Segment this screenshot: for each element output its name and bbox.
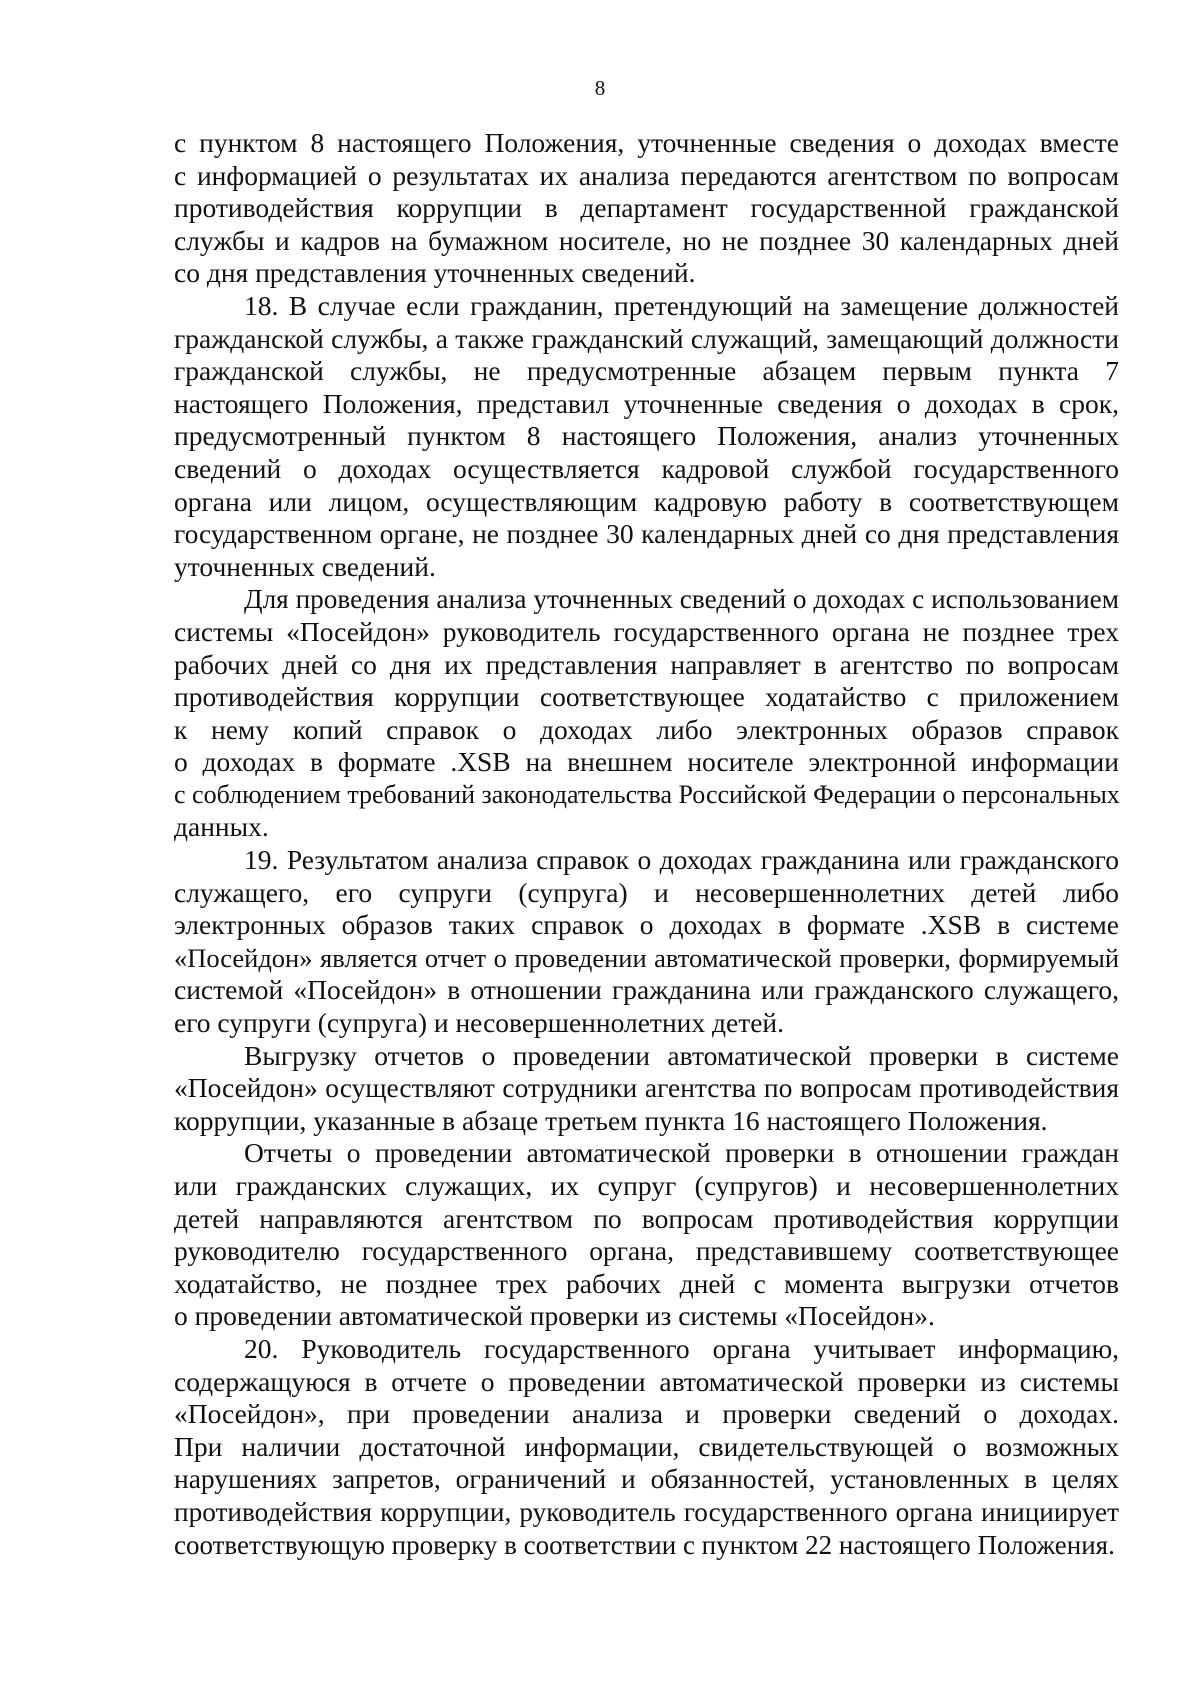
- paragraph: [174, 1333, 1119, 1561]
- text-line: государственном органе, не позднее 30 календарных дней со дня представления: [174, 518, 1119, 550]
- text-line: «Посейдон» осуществляют сотрудники агентства по вопросам противодействия: [174, 1072, 1119, 1104]
- text-line: с соблюдением требований законодательства Российской Федерации о персональных: [174, 779, 1120, 809]
- text-line: данных.: [174, 811, 269, 843]
- paragraph: [174, 127, 1119, 290]
- text-line: ходатайство, не позднее трех рабочих дней с момента выгрузки отчетов: [174, 1267, 1119, 1299]
- paragraph: [174, 1040, 1119, 1138]
- text-line: сведений о доходах осуществляется кадровой службой государственного: [174, 452, 1119, 484]
- text-line: с информацией о результатах их анализа передаются агентством по вопросам: [174, 159, 1119, 191]
- text-line: или гражданских служащих, их супруг (супругов) и несовершеннолетних: [174, 1170, 1119, 1201]
- text-line: электронных образов таких справок о доходах в формате .XSB в системе: [174, 909, 1119, 941]
- text-line: содержащуюся в отчете о проведении автоматической проверки из системы: [174, 1365, 1119, 1397]
- text-line: службы и кадров на бумажном носителе, но не позднее 30 календарных дней: [174, 224, 1119, 256]
- text-line: его супруги (супруга) и несовершеннолетних детей.: [174, 1007, 785, 1039]
- text-line: 19. Результатом анализа справок о доходах гражданина или гражданского: [244, 844, 1119, 876]
- text-line: о доходах в формате .XSB на внешнем носителе электронной информации: [174, 746, 1119, 778]
- text-line: коррупции, указанные в абзаце третьем пункта 16 настоящего Положения.: [174, 1104, 1048, 1136]
- text-line: соответствующую проверку в соответствии с пунктом 22 настоящего Положения.: [174, 1529, 1115, 1560]
- text-line: системой «Посейдон» в отношении гражданина или гражданского служащего,: [174, 974, 1119, 1006]
- text-line: «Посейдон» является отчет о проведении автоматической проверки, формируемый: [174, 942, 1119, 973]
- text-line: Выгрузку отчетов о проведении автоматической проверки в системе: [244, 1039, 1119, 1071]
- text-line: Для проведения анализа уточненных сведений о доходах с использованием: [244, 584, 1119, 615]
- text-line: гражданской службы, не предусмотренные абзацем первым пункта 7: [174, 355, 1119, 387]
- text-line: рабочих дней со дня их представления направляет в агентство по вопросам: [174, 648, 1119, 680]
- paragraph: [174, 844, 1119, 1040]
- text-line: органа или лицом, осуществляющим кадровую работу в соответствующем: [174, 485, 1119, 517]
- text-line: предусмотренный пунктом 8 настоящего Положения, анализ уточненных: [174, 420, 1119, 452]
- text-line: системы «Посейдон» руководитель государственного органа не позднее трех: [174, 615, 1119, 647]
- paragraph: [174, 583, 1119, 844]
- text-line: противодействия коррупции, руководитель государственного органа инициирует: [174, 1496, 1119, 1527]
- page-number: 8: [594, 76, 606, 100]
- text-line: противодействия коррупции в департамент государственной гражданской: [174, 192, 1119, 224]
- text-line: 20. Руководитель государственного органа учитывает информацию,: [244, 1332, 1119, 1364]
- text-line: гражданской службы, а также гражданский служащий, замещающий должности: [174, 322, 1119, 354]
- document-body: [174, 127, 1119, 1561]
- text-line: руководителю государственного органа, представившему соответствующее: [174, 1235, 1119, 1267]
- text-line: о проведении автоматической проверки из системы «Посейдон».: [174, 1300, 935, 1332]
- text-line: к нему копий справок о доходах либо электронных образов справок: [174, 713, 1119, 745]
- text-line: 18. В случае если гражданин, претендующий на замещение должностей: [244, 289, 1119, 321]
- text-line: настоящего Положения, представил уточненные сведения о доходах в срок,: [174, 387, 1119, 419]
- text-line: со дня представления уточненных сведений.: [174, 257, 696, 289]
- text-line: «Посейдон», при проведении анализа и проверки сведений о доходах.: [174, 1398, 1119, 1430]
- paragraph: [174, 290, 1119, 583]
- text-line: нарушениях запретов, ограничений и обязанностей, установленных в целях: [174, 1463, 1119, 1495]
- paragraph: [174, 1137, 1119, 1333]
- text-line: уточненных сведений.: [174, 550, 436, 582]
- text-line: служащего, его супруги (супруга) и несовершеннолетних детей либо: [174, 876, 1119, 908]
- text-line: Отчеты о проведении автоматической проверки в отношении граждан: [244, 1137, 1119, 1169]
- text-line: При наличии достаточной информации, свидетельствующей о возможных: [174, 1430, 1119, 1462]
- text-line: противодействия коррупции соответствующее ходатайство с приложением: [174, 681, 1119, 713]
- text-line: детей направляются агентством по вопросам противодействия коррупции: [174, 1202, 1119, 1234]
- text-line: с пунктом 8 настоящего Положения, уточненные сведения о доходах вместе: [174, 127, 1119, 158]
